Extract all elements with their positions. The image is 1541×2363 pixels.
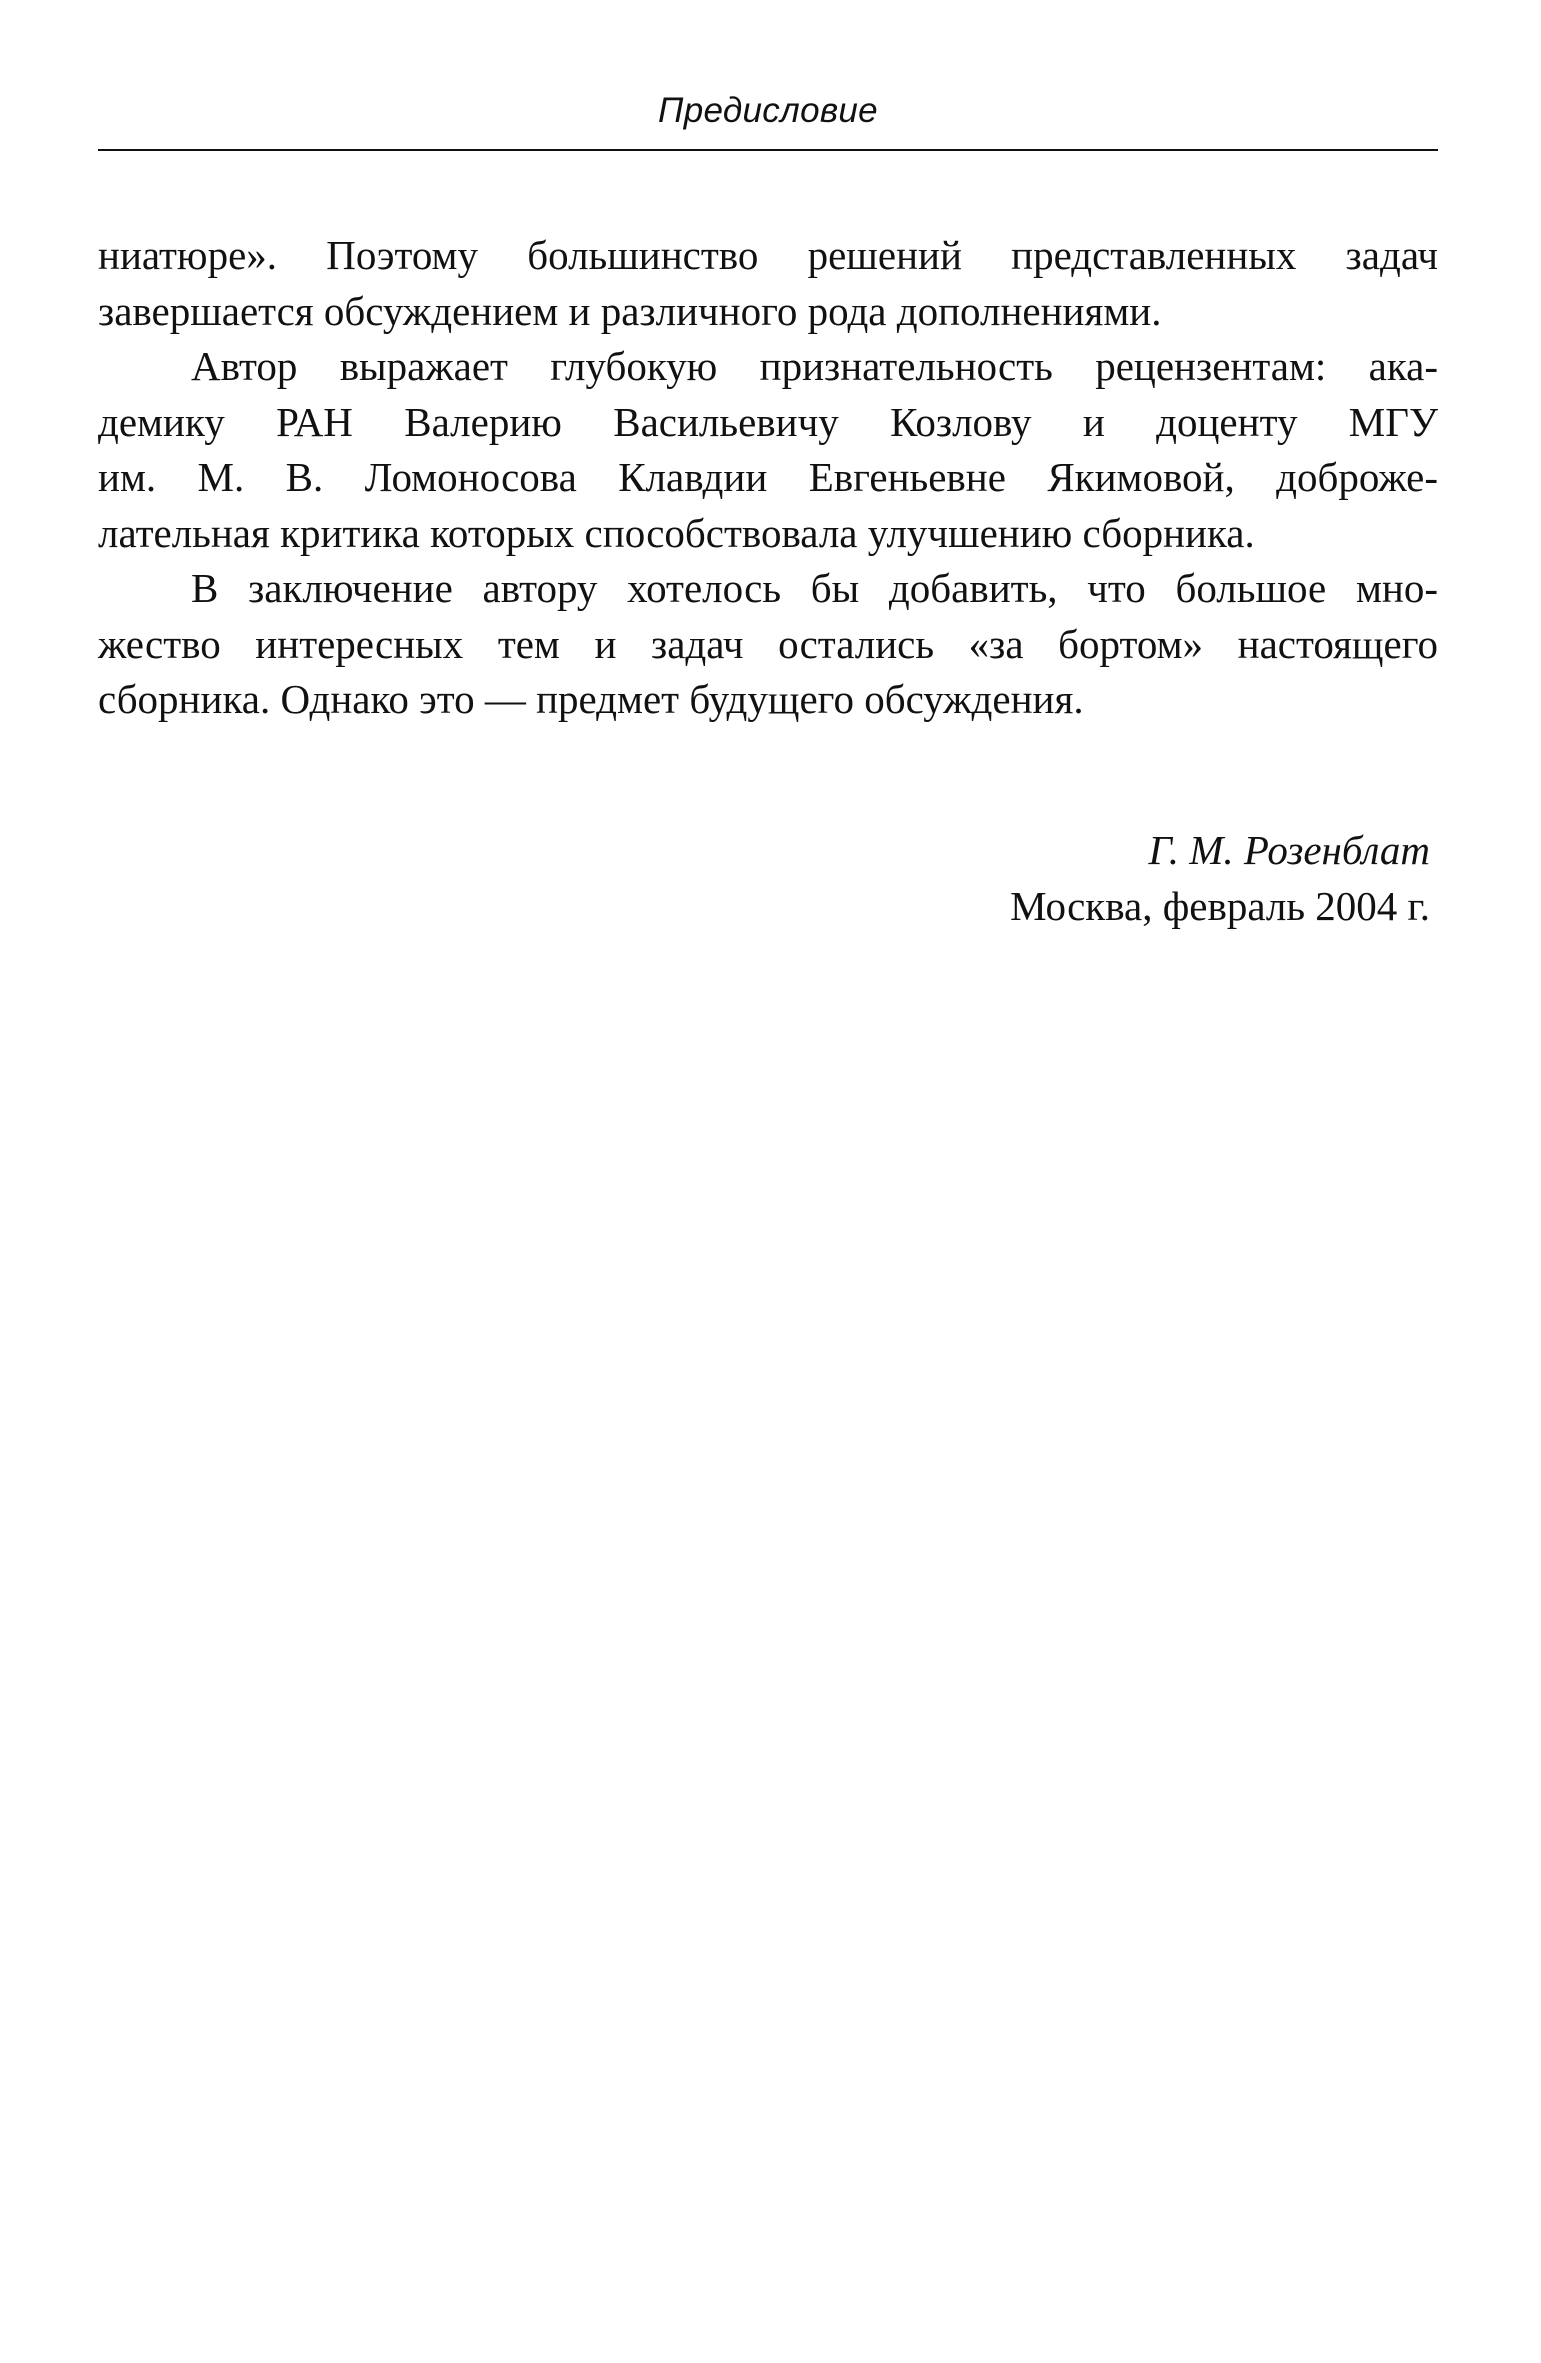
paragraph-conclusion xyxy=(98,561,1438,728)
text-line: сборника. Однако это — предмет будущего обсуждения. xyxy=(98,676,1084,722)
text-line: Автор выражает глубокую признательность рецензентам: ака- xyxy=(191,343,1438,389)
text-line: завершается обсуждением и различного рода дополнениями. xyxy=(98,287,1162,334)
running-head: Предисловие xyxy=(658,91,878,130)
text-line: жество интересных тем и задач остались «за бортом» настоящего xyxy=(98,620,1438,667)
text-line: им. М. В. Ломоносова Клавдии Евгеньевне Якимовой, доброже- xyxy=(98,454,1438,500)
header-rule xyxy=(98,149,1438,151)
paragraph-acknowledgements xyxy=(98,339,1438,561)
body-text xyxy=(98,228,1438,728)
signature-block xyxy=(98,822,1430,934)
text-line: В заключение автору хотелось бы добавить, что большое мно- xyxy=(191,565,1438,611)
author-name: Г. М. Розенблат xyxy=(1148,827,1430,873)
text-line: демику РАН Валерию Васильевичу Козлову и доценту МГУ xyxy=(98,398,1438,445)
text-line: лательная критика которых способствовала улучшению сборника. xyxy=(98,509,1255,556)
place-date: Москва, февраль 2004 г. xyxy=(1010,883,1430,929)
text-line: ниатюре». Поэтому большинство решений представленных задач xyxy=(98,232,1438,278)
paragraph-continuation xyxy=(98,228,1438,339)
